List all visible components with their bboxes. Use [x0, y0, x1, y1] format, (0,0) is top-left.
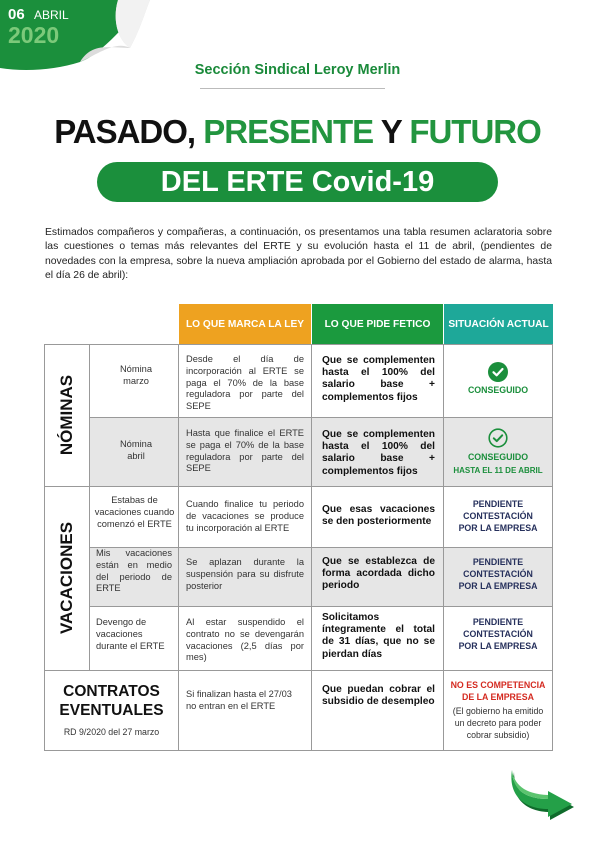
fetico-nomina-marzo: Que se complementen hasta el 100% del salario base + complementos fijos — [322, 355, 435, 403]
law-nomina-abril: Hasta que finalice el ERTE se paga el 70% de la base reguladora por parte del SEPE — [186, 428, 304, 474]
check-circle-icon — [488, 428, 508, 448]
category-contratos — [48, 682, 175, 720]
fetico-vac-3: Solicitamos íntegramente el total de 31 días, que no se pierdan días — [322, 612, 435, 660]
grid-line — [89, 344, 90, 670]
status-contratos: NO ES COMPETENCIA DE LA EMPRESA — [450, 680, 546, 702]
law-contratos: Si finalizan hasta el 27/03 no entran en el ERTE — [186, 689, 292, 711]
subtitle-banner: DEL ERTE Covid-19 — [97, 162, 498, 202]
header-status: SITUACIÓN ACTUAL — [444, 304, 553, 344]
date-month: ABRIL — [34, 8, 69, 22]
category-nominas: NÓMINAS — [57, 374, 76, 456]
next-page-arrow-icon[interactable] — [508, 768, 580, 820]
status-note-nomina-abril: HASTA EL 11 DE ABRIL — [453, 466, 543, 475]
grid-line — [44, 750, 553, 751]
row-label-vac-1: Estabas de vacaciones cuando comenzó el ERTE — [94, 495, 175, 529]
summary-table — [44, 344, 553, 751]
category-vacaciones: VACACIONES — [57, 521, 76, 635]
row-label-nomina-abril: Nómina abril — [119, 439, 153, 461]
grid-line — [44, 344, 553, 345]
contratos-rd: RD 9/2020 del 27 marzo — [63, 727, 160, 737]
status-nomina-marzo: CONSEGUIDO — [467, 385, 529, 395]
intro-paragraph: Estimados compañeros y compañeras, a continuación, os presentamos una tabla resumen aclaratoria sobre las cuestiones o temas más relevantes del ERTE y su evolución hasta el 11 de abril, (pendientes de novedades con la empresa, sobre la nueva ampliación aprobada por el Gobierno del estado de alarma, hasta el día 26 de abril): — [45, 227, 552, 282]
row-label-vac-2: Mis vacaciones están en medio del periodo de ERTE — [96, 548, 172, 594]
grid-line — [89, 417, 553, 418]
status-nomina-abril: CONSEGUIDO — [467, 452, 529, 462]
law-vac-2: Se aplazan durante la suspensión para su disfrute posterior — [186, 557, 304, 591]
grid-line — [44, 670, 553, 671]
header-law: LO QUE MARCA LA LEY — [179, 304, 311, 344]
status-vac-3: PENDIENTE CONTESTACIÓN POR LA EMPRESA — [458, 617, 538, 651]
fetico-contratos: Que puedan cobrar el subsidio de desempleo — [322, 684, 435, 708]
section-divider — [200, 88, 385, 89]
headline-part1: PASADO, — [54, 113, 196, 150]
headline — [0, 113, 595, 151]
row-label-vac-3: Devengo de vacaciones durante el ERTE — [96, 617, 165, 651]
law-vac-1: Cuando finalice tu periodo de vacaciones se produce tu incorporación al ERTE — [186, 499, 304, 533]
status-vac-2: PENDIENTE CONTESTACIÓN POR LA EMPRESA — [458, 557, 538, 591]
headline-part2: PRESENTE — [203, 113, 374, 150]
check-circle-icon — [488, 362, 508, 382]
grid-line — [44, 486, 553, 487]
status-vac-1: PENDIENTE CONTESTACIÓN POR LA EMPRESA — [458, 499, 538, 533]
fetico-nomina-abril: Que se complementen hasta el 100% del salario base + complementos fijos — [322, 429, 435, 477]
fetico-vac-2: Que se establezca de forma acordada dicho periodo — [322, 556, 435, 592]
grid-line — [44, 344, 45, 751]
grid-line — [89, 606, 553, 607]
row-label-nomina-marzo: Nómina marzo — [119, 364, 153, 386]
date-year: 2020 — [8, 22, 60, 48]
status-note-contratos: (El gobierno ha emitido un decreto para poder cobrar subsidio) — [452, 706, 544, 740]
contratos-line2: EVENTUALES — [59, 702, 164, 719]
header-fetico: LO QUE PIDE FETICO — [312, 304, 443, 344]
headline-part3: Y — [380, 113, 402, 150]
headline-part4: FUTURO — [409, 113, 541, 150]
date-day: 06 — [8, 6, 25, 23]
law-nomina-marzo: Desde el día de incorporación al ERTE se paga el 70% de la base reguladora por parte del SEPE — [186, 354, 304, 412]
section-title: Sección Sindical Leroy Merlin — [194, 62, 401, 78]
fetico-vac-1: Que esas vacaciones se den posteriormente — [322, 504, 435, 528]
law-vac-3: Al estar suspendido el contrato no se devengarán vacaciones (2,5 días por mes) — [186, 617, 304, 663]
contratos-line1: CONTRATOS — [63, 683, 160, 700]
